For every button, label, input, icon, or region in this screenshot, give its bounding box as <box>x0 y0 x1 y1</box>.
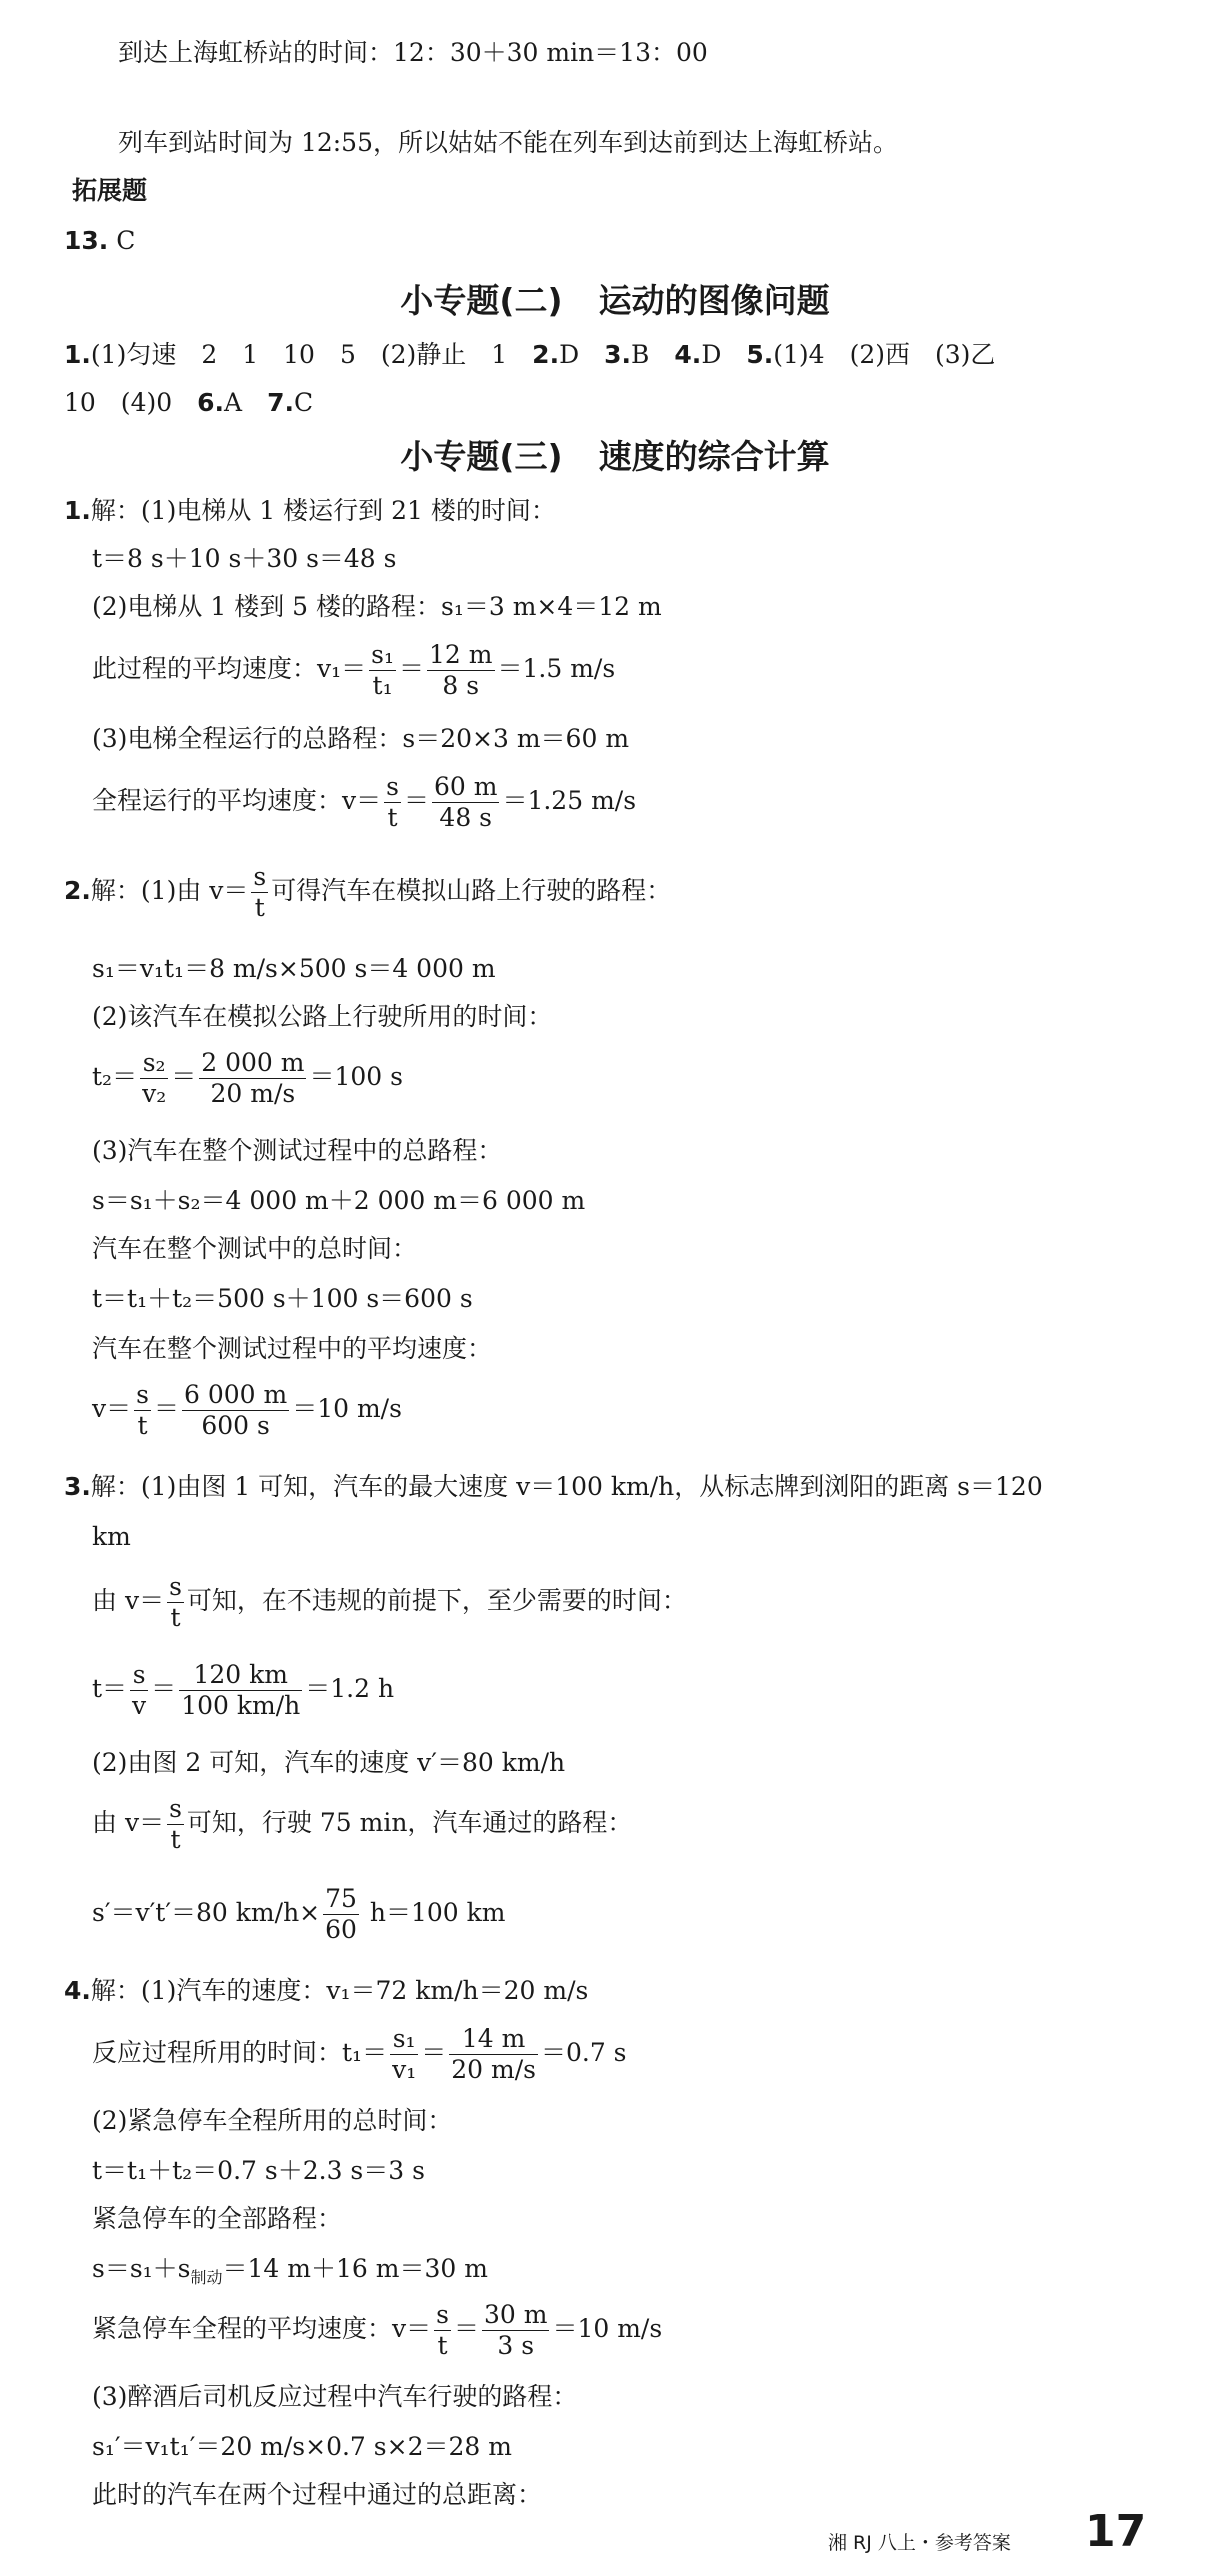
fraction-equation <box>92 640 615 701</box>
subscript: 制动 <box>190 2268 223 2287</box>
fraction <box>182 1380 289 1441</box>
question-number: 2. <box>64 876 91 905</box>
denominator: t <box>170 1825 181 1854</box>
fraction-equation <box>64 862 671 923</box>
fraction <box>390 2024 418 2085</box>
numerator: s <box>130 1660 148 1691</box>
question-number: 6. <box>197 388 225 417</box>
solution-text: 解：(1)由图 1 可知，汽车的最大速度 v＝100 km/h，从标志牌到浏阳的距离 s＝120 <box>90 1472 1043 1501</box>
fraction-equation <box>92 1884 506 1945</box>
denominator: 8 s <box>442 671 480 700</box>
equation: (2)由图 2 可知，汽车的速度 v′＝80 km/h <box>92 1748 566 1777</box>
eq-text: ＝ <box>151 1674 177 1703</box>
eq-text: 此过程的平均速度：v₁＝ <box>92 654 367 683</box>
equation: 紧急停车的全部路程： <box>92 2204 343 2233</box>
section-heading: 拓展题 <box>72 176 148 205</box>
fraction-equation <box>92 1572 687 1633</box>
answer-13 <box>64 224 135 258</box>
numerator: s <box>436 2300 449 2329</box>
fraction <box>130 1660 148 1721</box>
topic-title-part: 小专题(二) <box>400 281 563 320</box>
text-line: 到达上海虹桥站的时间：12：30＋30 min＝13：00 <box>118 38 708 67</box>
equation: 此时的汽车在两个过程中通过的总距离： <box>92 2480 543 2509</box>
question-number: 7. <box>267 388 295 417</box>
equation: 汽车在整个测试中的总时间： <box>92 1234 418 1263</box>
equation: (3)汽车在整个测试过程中的总路程： <box>92 1136 503 1165</box>
topic2-answers-line2 <box>64 386 313 420</box>
fraction-equation <box>92 2024 627 2085</box>
numerator: 14 m <box>449 2024 538 2055</box>
fraction <box>432 772 499 833</box>
equation: s₁＝v₁t₁＝8 m/s×500 s＝4 000 m <box>92 954 496 983</box>
eq-text: h＝100 km <box>361 1898 506 1927</box>
denominator: 100 km/h <box>181 1691 301 1720</box>
eq-text: v＝ <box>92 1394 132 1423</box>
topic2-answers-line1 <box>64 338 995 372</box>
fraction <box>199 1048 306 1109</box>
footer-label: 湘 RJ 八上・参考答案 <box>828 2532 1011 2554</box>
equation: s₁′＝v₁t₁′＝20 m/s×0.7 s×2＝28 m <box>92 2432 512 2461</box>
eq-text: 可得汽车在模拟山路上行驶的路程： <box>271 876 672 905</box>
eq-text: ＝ <box>421 2038 447 2067</box>
eq-text: ＝10 m/s <box>552 2314 663 2343</box>
equation: (3)电梯全程运行的总路程：s＝20×3 m＝60 m <box>92 724 630 753</box>
eq-text: 可知，行驶 75 min，汽车通过的路程： <box>186 1808 633 1837</box>
equation: (2)电梯从 1 楼到 5 楼的路程：s₁＝3 m×4＝12 m <box>92 592 662 621</box>
question-number: 1. <box>64 496 91 525</box>
eq-text: t₂＝ <box>92 1062 138 1091</box>
eq-text: 解：(1)由 v＝ <box>90 876 249 905</box>
eq-text: s＝s₁＋s <box>92 2254 191 2283</box>
eq-text: ＝10 m/s <box>292 1394 402 1423</box>
question-number: 3. <box>64 1472 91 1501</box>
fraction-equation <box>92 1794 632 1855</box>
eq-text: 全程运行的平均速度：v＝ <box>92 786 382 815</box>
fraction-equation <box>92 1380 402 1441</box>
solution-text: 解：(1)电梯从 1 楼运行到 21 楼的时间： <box>90 496 556 525</box>
fraction <box>167 1572 184 1633</box>
question-number: 3. <box>604 340 632 369</box>
denominator: 20 m/s <box>451 2055 536 2084</box>
denominator: v <box>132 1691 147 1720</box>
numerator: s <box>386 772 399 801</box>
numerator: s₁ <box>371 640 395 669</box>
question-number: 1. <box>64 340 91 369</box>
fraction <box>179 1660 302 1721</box>
numerator: s <box>169 1572 182 1601</box>
problem-3-line <box>64 1470 1043 1504</box>
text-line: 列车到站时间为 12:55，所以姑姑不能在列车到达前到达上海虹桥站。 <box>118 128 898 157</box>
numerator: 120 km <box>179 1660 302 1691</box>
answer-text: 10 (4)0 <box>64 388 198 417</box>
eq-text: ＝ <box>153 1394 179 1423</box>
eq-text: ＝1.5 m/s <box>497 654 616 683</box>
numerator: 60 m <box>433 772 498 801</box>
eq-text: ＝14 m＋16 m＝30 m <box>222 2254 488 2283</box>
fraction-equation <box>92 2300 662 2361</box>
denominator: 3 s <box>497 2331 535 2360</box>
numerator: s <box>136 1380 149 1409</box>
answer-text: D <box>559 340 605 369</box>
numerator: 30 m <box>483 2300 548 2329</box>
denominator: t <box>254 893 265 922</box>
fraction <box>167 1794 184 1855</box>
question-number: 5. <box>746 340 774 369</box>
topic-title-part: 运动的图像问题 <box>598 281 830 320</box>
solution-text: 解：(1)汽车的速度：v₁＝72 km/h＝20 m/s <box>90 1976 589 2005</box>
problem-4-line <box>64 1974 588 2008</box>
eq-text: ＝ <box>453 2314 479 2343</box>
question-number: 13. <box>64 226 109 255</box>
denominator: t₁ <box>372 671 393 700</box>
eq-text: ＝100 s <box>309 1062 403 1091</box>
eq-text: ＝1.2 h <box>305 1674 395 1703</box>
denominator: t <box>170 1603 181 1632</box>
fraction <box>434 2300 451 2361</box>
denominator: t <box>387 803 398 832</box>
denominator: v₂ <box>142 1079 167 1108</box>
topic-title <box>0 278 1230 324</box>
numerator: 12 m <box>429 640 493 669</box>
answer-text: D <box>701 340 747 369</box>
numerator: s₂ <box>140 1048 168 1079</box>
eq-text: 由 v＝ <box>92 1586 165 1615</box>
denominator: 600 s <box>201 1411 270 1440</box>
page-number: 17 <box>1085 2506 1147 2557</box>
equation: s＝s₁＋s₂＝4 000 m＋2 000 m＝6 000 m <box>92 1186 586 1215</box>
denominator: v₁ <box>392 2055 417 2084</box>
eq-text: ＝0.7 s <box>540 2038 627 2067</box>
numerator: s <box>169 1794 182 1823</box>
question-number: 4. <box>64 1976 91 2005</box>
fraction <box>449 2024 538 2085</box>
equation <box>92 2252 488 2295</box>
denominator: t <box>437 2331 448 2360</box>
topic-title <box>0 434 1230 480</box>
denominator: t <box>137 1411 148 1440</box>
fraction <box>427 640 494 701</box>
equation: t＝8 s＋10 s＋30 s＝48 s <box>92 544 397 573</box>
equation: t＝t₁＋t₂＝500 s＋100 s＝600 s <box>92 1284 473 1313</box>
problem-1-line <box>64 494 556 528</box>
numerator: 6 000 m <box>183 1380 288 1409</box>
fraction-equation <box>92 1660 394 1721</box>
equation: (2)紧急停车全程所用的总时间： <box>92 2106 453 2135</box>
numerator: s <box>253 862 267 891</box>
eq-text: ＝ <box>403 786 429 815</box>
fraction <box>384 772 401 833</box>
answer-text: B <box>631 340 675 369</box>
fraction <box>140 1048 168 1109</box>
numerator: s₁ <box>390 2024 418 2055</box>
answer-text: (1)4 (2)西 (3)乙 <box>773 340 996 369</box>
fraction <box>323 1884 359 1945</box>
equation: km <box>92 1522 131 1551</box>
answer-text: C <box>294 388 314 417</box>
eq-text: ＝1.25 m/s <box>502 786 637 815</box>
eq-text: 反应过程所用的时间：t₁＝ <box>92 2038 388 2067</box>
fraction <box>134 1380 151 1441</box>
equation: 汽车在整个测试过程中的平均速度： <box>92 1334 493 1363</box>
question-number: 4. <box>674 340 702 369</box>
denominator: 48 s <box>439 803 493 832</box>
denominator: 20 m/s <box>210 1079 296 1108</box>
fraction-equation <box>92 1048 403 1109</box>
numerator: 75 <box>325 1884 357 1913</box>
numerator: 2 000 m <box>201 1048 305 1077</box>
eq-text: 可知，在不违规的前提下，至少需要的时间： <box>186 1586 687 1615</box>
equation: (2)该汽车在模拟公路上行驶所用的时间： <box>92 1002 553 1031</box>
question-number: 2. <box>532 340 560 369</box>
fraction <box>369 640 396 701</box>
eq-text: ＝ <box>399 654 425 683</box>
eq-text: 紧急停车全程的平均速度：v＝ <box>92 2314 432 2343</box>
eq-text: ＝ <box>171 1062 197 1091</box>
equation: t＝t₁＋t₂＝0.7 s＋2.3 s＝3 s <box>92 2156 425 2185</box>
fraction-equation <box>92 772 636 833</box>
equation: (3)醉酒后司机反应过程中汽车行驶的路程： <box>92 2382 578 2411</box>
denominator: 60 <box>325 1915 357 1944</box>
answer-text: A <box>224 388 268 417</box>
eq-text: t＝ <box>92 1674 128 1703</box>
topic-title-part: 速度的综合计算 <box>598 437 830 476</box>
fraction <box>251 862 268 923</box>
answer-text: (1)匀速 2 1 10 5 (2)静止 1 <box>90 340 533 369</box>
eq-text: 由 v＝ <box>92 1808 165 1837</box>
eq-text: s′＝v′t′＝80 km/h× <box>92 1898 321 1927</box>
topic-title-part: 小专题(三) <box>400 437 563 476</box>
fraction <box>482 2300 549 2361</box>
answer-text: C <box>108 226 136 255</box>
